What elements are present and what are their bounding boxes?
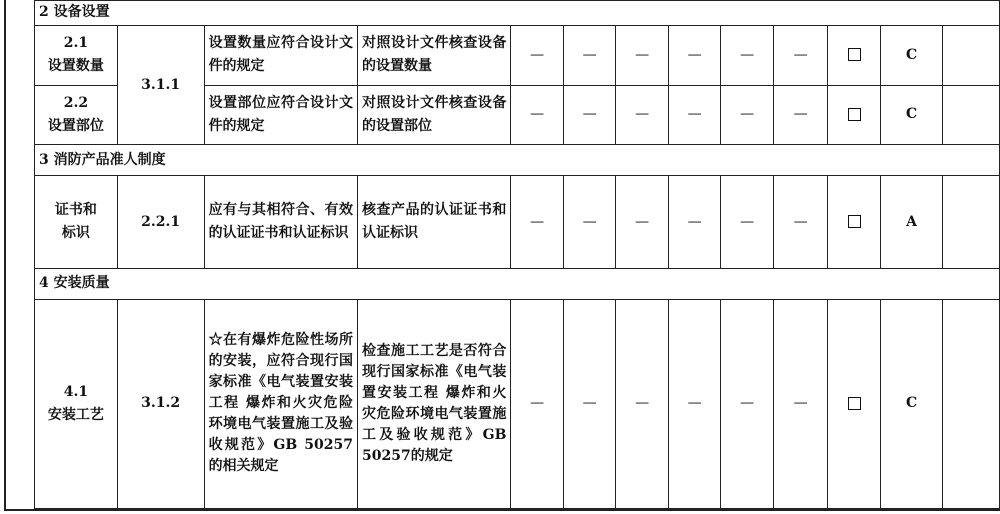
checkbox[interactable] bbox=[848, 397, 861, 410]
method-cell: 核查产品的认证证书和认证标识 bbox=[357, 176, 510, 269]
requirement-cell: 应有与其相符合、有效的认证证书和认证标识 bbox=[204, 176, 357, 269]
grade-cell: A bbox=[880, 176, 943, 269]
item-number: 2.2 bbox=[63, 94, 89, 111]
item-cell bbox=[35, 176, 118, 269]
checkbox[interactable] bbox=[848, 215, 861, 228]
item-label: 证书和 bbox=[54, 201, 97, 218]
inspection-table bbox=[34, 0, 1000, 509]
result-cell: — bbox=[616, 299, 668, 508]
item-label: 标识 bbox=[61, 225, 90, 242]
grade-cell: C bbox=[880, 299, 943, 508]
result-cell: — bbox=[721, 176, 773, 269]
result-cell: — bbox=[668, 25, 720, 85]
grade-cell: C bbox=[880, 85, 943, 145]
result-cell: — bbox=[773, 176, 828, 269]
section-row-equipment-setup bbox=[35, 1, 1000, 26]
checkbox-cell bbox=[828, 176, 880, 269]
checkbox-cell bbox=[828, 25, 880, 85]
method-cell: 对照设计文件核查设备的设置数量 bbox=[357, 25, 510, 85]
remarks-cell bbox=[943, 25, 1000, 85]
clause-cell: 3.1.2 bbox=[117, 299, 204, 508]
result-cell: — bbox=[511, 25, 563, 85]
result-cell: — bbox=[511, 85, 563, 145]
remarks-cell bbox=[943, 176, 1000, 269]
requirement-cell: 设置数量应符合设计文件的规定 bbox=[204, 25, 357, 85]
item-cell bbox=[35, 85, 118, 145]
checkbox-cell bbox=[828, 299, 880, 508]
result-cell: — bbox=[773, 25, 828, 85]
result-cell: — bbox=[511, 299, 563, 508]
section-title: 4 安装质量 bbox=[35, 268, 1000, 299]
result-cell: — bbox=[668, 85, 720, 145]
section-row-installation-quality bbox=[35, 268, 1000, 299]
item-number: 4.1 bbox=[63, 383, 89, 400]
checkbox[interactable] bbox=[848, 108, 861, 121]
remarks-cell bbox=[943, 299, 1000, 508]
section-row-product-access bbox=[35, 145, 1000, 176]
item-number: 2.1 bbox=[63, 35, 89, 52]
section-title: 2 设备设置 bbox=[35, 1, 1000, 26]
remarks-cell bbox=[943, 85, 1000, 145]
item-label: 安装工艺 bbox=[47, 406, 104, 423]
result-cell: — bbox=[721, 25, 773, 85]
result-cell: — bbox=[668, 176, 720, 269]
clause-cell: 2.2.1 bbox=[117, 176, 204, 269]
requirement-cell: 设置部位应符合设计文件的规定 bbox=[204, 85, 357, 145]
item-label: 设置部位 bbox=[47, 117, 104, 134]
item-cell bbox=[35, 25, 118, 85]
outer-frame-bottom-rule bbox=[4, 509, 1000, 511]
item-label: 设置数量 bbox=[47, 58, 104, 75]
result-cell: — bbox=[616, 176, 668, 269]
item-cell bbox=[35, 299, 118, 508]
method-cell: 检查施工工艺是否符合现行国家标准《电气装置安装工程 爆炸和火灾危险环境电气装置施工及验收规范》GB 50257的规定 bbox=[357, 299, 510, 508]
checkbox[interactable] bbox=[848, 48, 861, 61]
result-cell: — bbox=[773, 299, 828, 508]
requirement-cell: ☆在有爆炸危险性场所的安装，应符合现行国家标准《电气装置安装工程 爆炸和火灾危险环境电气装置施工及验收规范》GB 50257的相关规定 bbox=[204, 299, 357, 508]
clause-cell: 3.1.1 bbox=[117, 25, 204, 145]
result-cell: — bbox=[563, 85, 615, 145]
result-cell: — bbox=[773, 85, 828, 145]
table-row bbox=[35, 299, 1000, 508]
result-cell: — bbox=[563, 299, 615, 508]
result-cell: — bbox=[721, 85, 773, 145]
result-cell: — bbox=[563, 176, 615, 269]
result-cell: — bbox=[511, 176, 563, 269]
result-cell: — bbox=[721, 299, 773, 508]
result-cell: — bbox=[616, 25, 668, 85]
section-title: 3 消防产品准人制度 bbox=[35, 145, 1000, 176]
result-cell: — bbox=[616, 85, 668, 145]
grade-cell: C bbox=[880, 25, 943, 85]
checkbox-cell bbox=[828, 85, 880, 145]
table-row bbox=[35, 25, 1000, 85]
table-row bbox=[35, 176, 1000, 269]
method-cell: 对照设计文件核查设备的设置部位 bbox=[357, 85, 510, 145]
outer-frame-left-rule bbox=[4, 0, 6, 510]
result-cell: — bbox=[668, 299, 720, 508]
result-cell: — bbox=[563, 25, 615, 85]
